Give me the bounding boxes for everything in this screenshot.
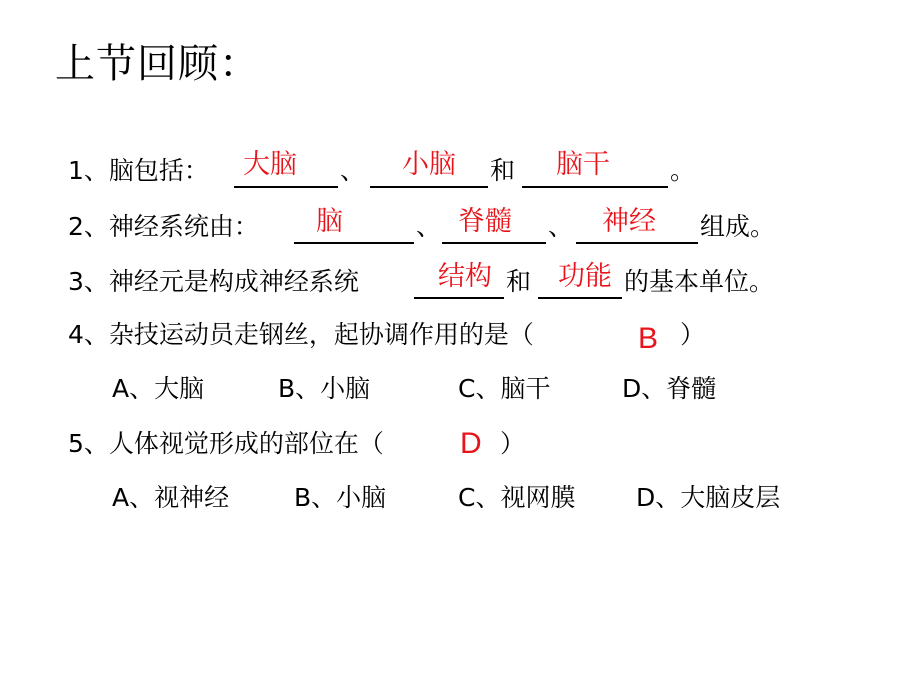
question-5-option-c: C、视网膜 xyxy=(458,483,576,512)
question-2-separator-2: 、 xyxy=(548,212,574,241)
question-4-option-d: D、脊髓 xyxy=(622,374,717,403)
question-4-option-a: A、大脑 xyxy=(112,374,205,403)
question-3-end: 的基本单位。 xyxy=(624,267,775,296)
question-4-option-c: C、脑干 xyxy=(458,374,551,403)
question-1-answer-2: 小脑 xyxy=(402,149,456,180)
question-4-close-paren: ） xyxy=(680,320,706,349)
question-2-answer-2: 脊髓 xyxy=(458,206,512,237)
question-5-option-b: B、小脑 xyxy=(294,483,387,512)
question-5-option-d: D、大脑皮层 xyxy=(636,483,781,512)
question-3-prefix: 3、神经元是构成神经系统 xyxy=(68,267,359,296)
slide-title: 上节回顾： xyxy=(55,41,260,87)
question-1-answer-3: 脑干 xyxy=(556,149,610,180)
question-3-answer-2: 功能 xyxy=(558,261,612,292)
question-2-answer-3: 神经 xyxy=(602,206,656,237)
question-5-text: 5、人体视觉形成的部位在（ xyxy=(68,429,384,458)
question-4-option-b: B、小脑 xyxy=(278,374,371,403)
question-2-end: 组成。 xyxy=(700,212,776,241)
question-1-prefix: 1、脑包括： xyxy=(68,156,209,185)
question-1-separator-2: 和 xyxy=(490,156,516,185)
question-3-answer-1: 结构 xyxy=(438,261,492,292)
question-2-separator-1: 、 xyxy=(416,212,442,241)
question-5-option-a: A、视神经 xyxy=(112,483,230,512)
question-5-close-paren: ） xyxy=(500,429,526,458)
question-1-separator-1: 、 xyxy=(340,156,366,185)
question-4-text: 4、杂技运动员走钢丝，起协调作用的是（ xyxy=(68,320,534,349)
question-1 xyxy=(68,154,708,190)
question-2 xyxy=(68,210,788,246)
question-4-answer: B xyxy=(638,322,659,355)
question-2-answer-1: 脑 xyxy=(316,206,343,237)
question-2-prefix: 2、神经系统由： xyxy=(68,212,259,241)
question-4-options xyxy=(112,372,752,408)
question-5-answer: D xyxy=(460,427,482,460)
question-1-answer-1: 大脑 xyxy=(243,149,297,180)
question-3-separator: 和 xyxy=(506,267,532,296)
question-1-end: 。 xyxy=(670,156,696,185)
question-2-blank-1 xyxy=(294,210,414,244)
question-5-options xyxy=(112,481,832,517)
